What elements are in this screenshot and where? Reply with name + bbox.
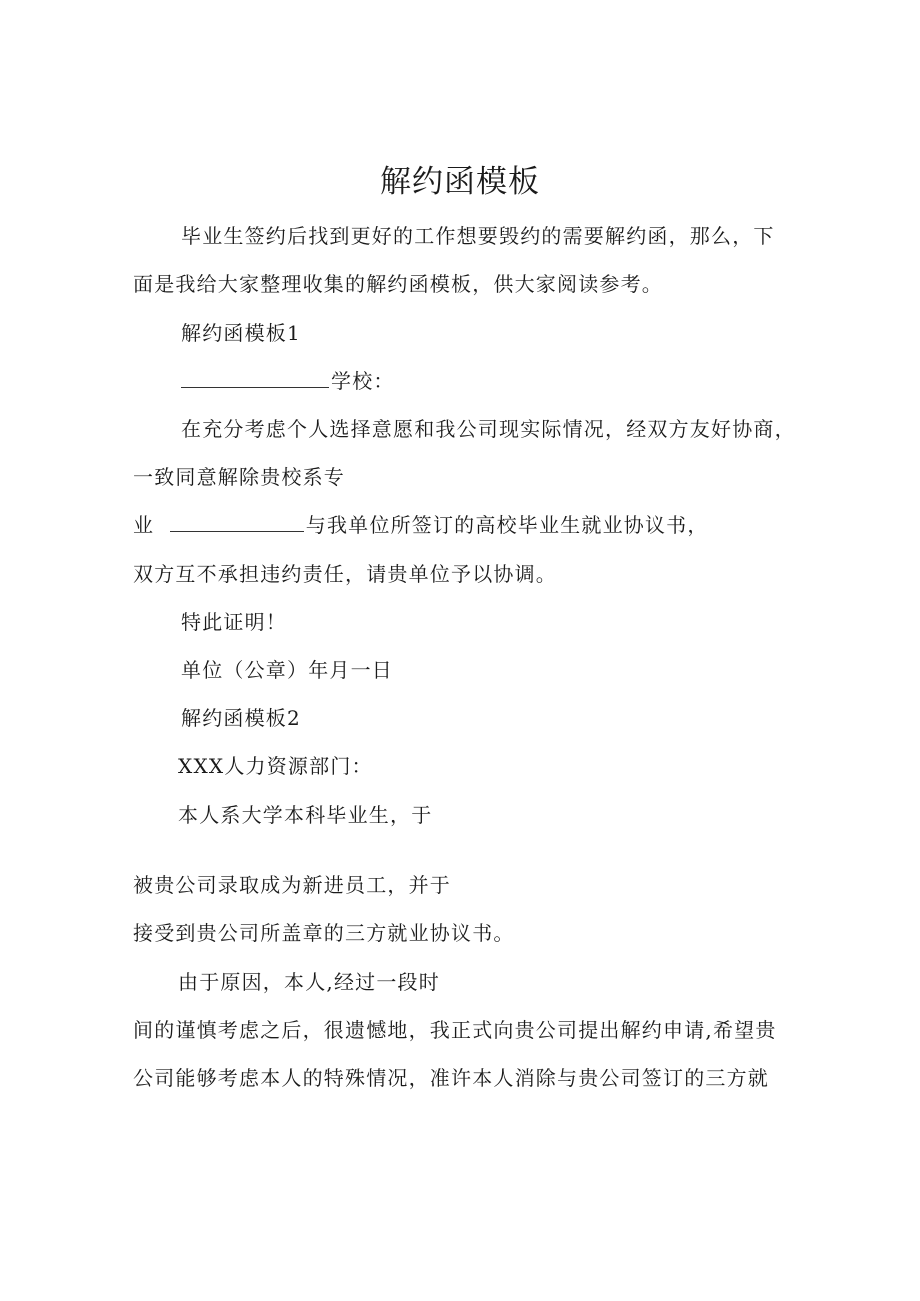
school-line: [181, 366, 395, 396]
template2-line-2: 被贵公司录取成为新进员工，并于: [133, 873, 451, 897]
document-title: 解约函模板: [380, 164, 540, 200]
major-suffix: 与我单位所签订的高校毕业生就业协议书，: [305, 513, 709, 537]
major-blank: [170, 511, 304, 532]
intro-line-2: 面是我给大家整理收集的解约函模板，供大家阅读参考。: [133, 272, 663, 296]
template2-line-4: 由于原因，本人,经过一段时: [178, 970, 440, 994]
closing-text: 特此证明！: [181, 610, 287, 634]
template2-line-1: 本人系大学本科毕业生，于: [178, 803, 433, 827]
template2-line-6: 公司能够考虑本人的特殊情况，准许本人消除与贵公司签订的三方就: [133, 1066, 769, 1090]
school-blank: [181, 367, 329, 388]
major-line: [133, 510, 709, 540]
template1-body-line-1: 在充分考虑个人选择意愿和我公司现实际情况，经双方友好协商，: [181, 417, 796, 441]
major-prefix: 业: [133, 513, 155, 537]
template2-line-3: 接受到贵公司所盖章的三方就业协议书。: [133, 921, 515, 945]
signature-line: 单位（公章）年月一日: [181, 658, 393, 682]
template1-body-end: 双方互不承担违约责任，请贵单位予以协调。: [133, 562, 557, 586]
school-suffix: 学校：: [331, 369, 395, 393]
salutation: XXX人力资源部门：: [178, 754, 373, 778]
template2-line-5: 间的谨慎考虑之后，很遗憾地，我正式向贵公司提出解约申请,希望贵: [133, 1018, 777, 1042]
template1-body-line-2: 一致同意解除贵校系专: [133, 465, 345, 489]
template2-heading: 解约函模板2: [181, 706, 301, 730]
intro-line-1: 毕业生签约后找到更好的工作想要毁约的需要解约函，那么，下: [181, 224, 775, 248]
template1-heading: 解约函模板1: [181, 321, 301, 345]
